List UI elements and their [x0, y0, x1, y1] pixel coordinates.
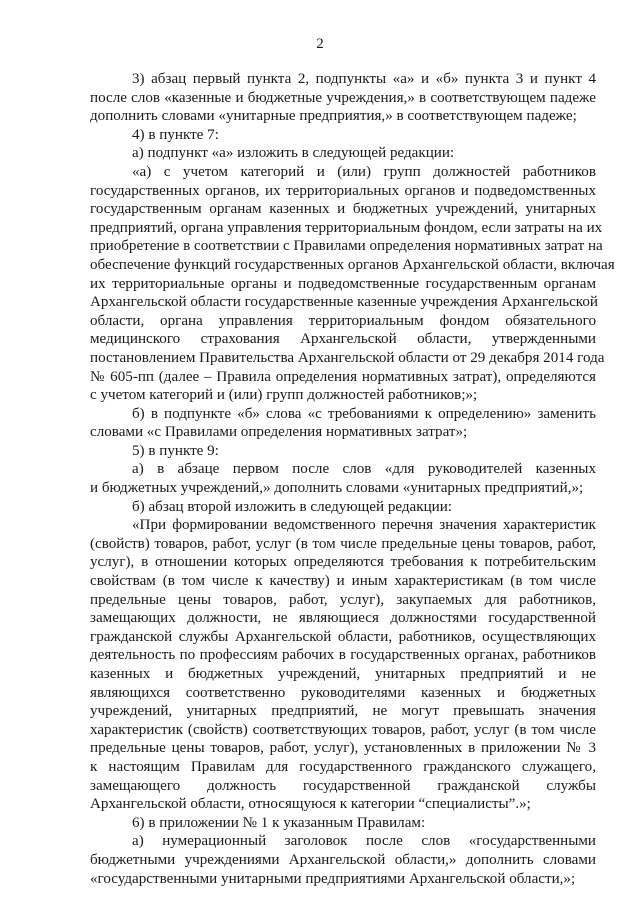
text-line: к настоящим Правилам для государственного гражданского служащего, [90, 758, 596, 775]
text-line: области, органа управления территориальным фондом обязательного [90, 312, 596, 329]
text-line: учреждений, унитарных предприятий, не могут превышать значения [90, 703, 596, 720]
text-line: Архангельской области государственные казенные учреждения Архангельской [90, 294, 598, 311]
text-line: предприятий, органа управления территориальным фондом, если затраты на их [90, 219, 603, 236]
text-line: б) в подпункте «б» слова «с требованиями к определению» заменить [132, 405, 596, 422]
text-line: Архангельской области, относящуюся к категории “специалисты”.»; [90, 796, 531, 813]
text-line: «а) с учетом категорий и (или) групп должностей работников [132, 163, 596, 180]
text-line: казенных и бюджетных учреждений, унитарных предприятий и не [90, 666, 596, 682]
text-line: обеспечение функций государственных органов Архангельской области, включая [90, 256, 615, 273]
text-line: государственных органов, их территориальных органов и подведомственных [90, 182, 596, 199]
page-number: 2 [316, 36, 324, 52]
text-line: а) подпункт «а» изложить в следующей редакции: [132, 145, 455, 162]
text-line: б) абзац второй изложить в следующей редакции: [132, 498, 453, 515]
text-line: медицинского страхования Архангельской области, утвержденными [90, 331, 596, 348]
text-line: после слов «казенные и бюджетные учреждения,» в соответствующем падеже [90, 89, 596, 106]
text-line: их территориальные органы и подведомственные государственным органам [90, 275, 596, 292]
text-line: дополнить словами «унитарные предприятия,» в соответствующем падеже; [90, 108, 577, 125]
text-line: а) в абзаце первом после слов «для руководителей казенных [132, 461, 596, 478]
text-line: государственным органам казенных и бюджетных учреждений, унитарных [90, 201, 596, 218]
text-line: замещающего должность государственной гражданской службы [90, 777, 596, 794]
text-line: свойствам (в том числе к качеству) и иным характеристикам (в том числе [90, 573, 596, 590]
text-line: и бюджетных учреждений,» дополнить словами «унитарных предприятий,»; [90, 480, 584, 497]
text-line: замещающих должности, не являющиеся должностями государственной [90, 610, 596, 627]
text-line: с учетом категорий и (или) групп должностей работников;»; [90, 387, 478, 404]
text-line: «При формировании ведомственного перечня значения характеристик [132, 517, 596, 534]
text-line: бюджетными учреждениями Архангельской области,» дополнить словами [90, 851, 596, 868]
document-body [90, 70, 615, 888]
text-line: № 605-пп (далее – Правила определения нормативных затрат), определяются [90, 368, 596, 385]
text-line: приобретение в соответствии с Правилами определения нормативных затрат на [90, 238, 603, 255]
text-line: (свойств) товаров, работ, услуг (в том числе предельные цены товаров, работ, [90, 535, 596, 552]
text-line: 6) в приложении № 1 к указанным Правилам: [132, 814, 426, 831]
text-line: являющихся соответственно руководителями казенных и бюджетных [90, 684, 596, 701]
text-line: предельные цены товаров, работ, услуг), закупаемых для работников, [90, 591, 596, 608]
text-line: характеристик (свойств) соответствующих товаров, работ, услуг (в том числе [90, 721, 596, 738]
text-line: словами «с Правилами определения нормативных затрат»; [90, 424, 468, 441]
text-line: деятельность по профессиям рабочих в государственных органах, работников [90, 647, 596, 664]
text-line: предельные цены товаров, работ, услуг), установленных в приложении № 3 [90, 740, 596, 757]
text-line: гражданской службы Архангельской области, работников, осуществляющих [90, 628, 596, 645]
text-line: 4) в пункте 7: [132, 126, 219, 143]
text-line: «государственными унитарными предприятиями Архангельской области,»; [90, 870, 576, 887]
text-line: 3) абзац первый пункта 2, подпункты «а» и «б» пункта 3 и пункт 4 [132, 71, 596, 87]
text-line: услуг), в отношении которых определяются требования к потребительским [90, 554, 596, 571]
text-line: постановлением Правительства Архангельской области от 29 декабря 2014 года [90, 349, 605, 366]
text-line: а) нумерационный заголовок после слов «государственными [132, 833, 596, 850]
text-line: 5) в пункте 9: [132, 442, 219, 459]
